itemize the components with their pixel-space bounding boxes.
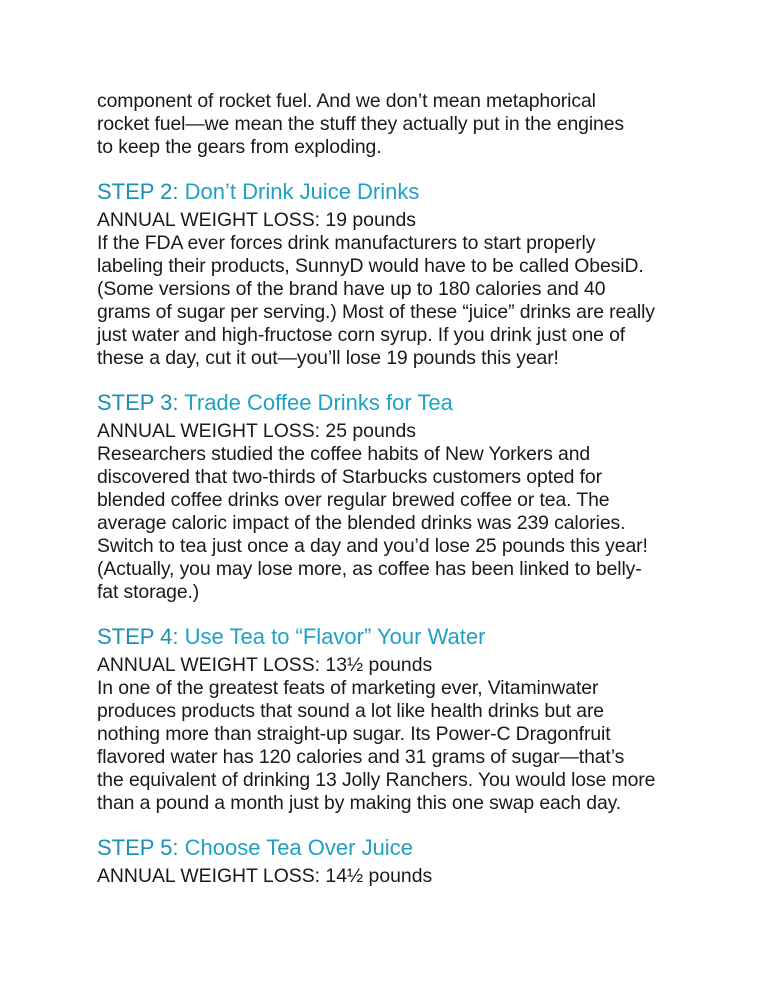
- body-line: (Some versions of the brand have up to 180 calories and 40: [97, 278, 606, 300]
- step-3-heading: [97, 390, 682, 416]
- annual-weight-loss: ANNUAL WEIGHT LOSS: 25 pounds: [97, 420, 416, 442]
- step-number: STEP 2:: [97, 179, 179, 204]
- step-5-heading: [97, 835, 682, 861]
- step-title: Use Tea to “Flavor” Your Water: [184, 624, 486, 649]
- intro-paragraph: [97, 90, 682, 159]
- body-line: If the FDA ever forces drink manufacturers to start properly: [97, 232, 596, 254]
- step-number: STEP 4:: [97, 624, 179, 649]
- body-line: Switch to tea just once a day and you’d lose 25 pounds this year!: [97, 535, 648, 557]
- body-line: fat storage.): [97, 581, 200, 603]
- body-line: In one of the greatest feats of marketing ever, Vitaminwater: [97, 677, 599, 699]
- step-title: Don’t Drink Juice Drinks: [184, 179, 420, 204]
- body-line: than a pound a month just by making this one swap each day.: [97, 792, 622, 814]
- body-line: Researchers studied the coffee habits of New Yorkers and: [97, 443, 591, 465]
- body-line: grams of sugar per serving.) Most of these “juice” drinks are really: [97, 301, 655, 323]
- body-line: labeling their products, SunnyD would have to be called ObesiD.: [97, 255, 644, 277]
- body-line: produces products that sound a lot like health drinks but are: [97, 700, 604, 722]
- step-title: Trade Coffee Drinks for Tea: [184, 390, 453, 415]
- step-3-body: [97, 443, 682, 604]
- body-line: blended coffee drinks over regular brewed coffee or tea. The: [97, 489, 610, 511]
- step-3-section: [97, 390, 682, 604]
- body-line: the equivalent of drinking 13 Jolly Ranchers. You would lose more: [97, 769, 656, 791]
- step-4-section: [97, 624, 682, 815]
- step-number: STEP 5:: [97, 835, 179, 860]
- body-line: flavored water has 120 calories and 31 grams of sugar—that’s: [97, 746, 625, 768]
- step-number: STEP 3:: [97, 390, 179, 415]
- step-5-section: [97, 835, 682, 888]
- annual-weight-loss: ANNUAL WEIGHT LOSS: 14½ pounds: [97, 865, 433, 887]
- body-line: just water and high-fructose corn syrup. If you drink just one of: [97, 324, 626, 346]
- step-title: Choose Tea Over Juice: [184, 835, 413, 860]
- step-4-body: [97, 677, 682, 815]
- body-line: nothing more than straight-up sugar. Its Power-C Dragonfruit: [97, 723, 611, 745]
- step-4-heading: [97, 624, 682, 650]
- annual-weight-loss: ANNUAL WEIGHT LOSS: 13½ pounds: [97, 654, 433, 676]
- body-line: average caloric impact of the blended drinks was 239 calories.: [97, 512, 626, 534]
- step-2-section: [97, 179, 682, 370]
- body-line: these a day, cut it out—you’ll lose 19 pounds this year!: [97, 347, 559, 369]
- annual-weight-loss: ANNUAL WEIGHT LOSS: 19 pounds: [97, 209, 416, 231]
- document-page: [97, 90, 682, 888]
- step-2-body: [97, 232, 682, 370]
- intro-line: to keep the gears from exploding.: [97, 136, 382, 158]
- body-line: discovered that two-thirds of Starbucks customers opted for: [97, 466, 602, 488]
- body-line: (Actually, you may lose more, as coffee has been linked to belly-: [97, 558, 642, 580]
- step-2-heading: [97, 179, 682, 205]
- intro-line: rocket fuel—we mean the stuff they actually put in the engines: [97, 113, 624, 135]
- intro-line: component of rocket fuel. And we don’t mean metaphorical: [97, 90, 596, 112]
